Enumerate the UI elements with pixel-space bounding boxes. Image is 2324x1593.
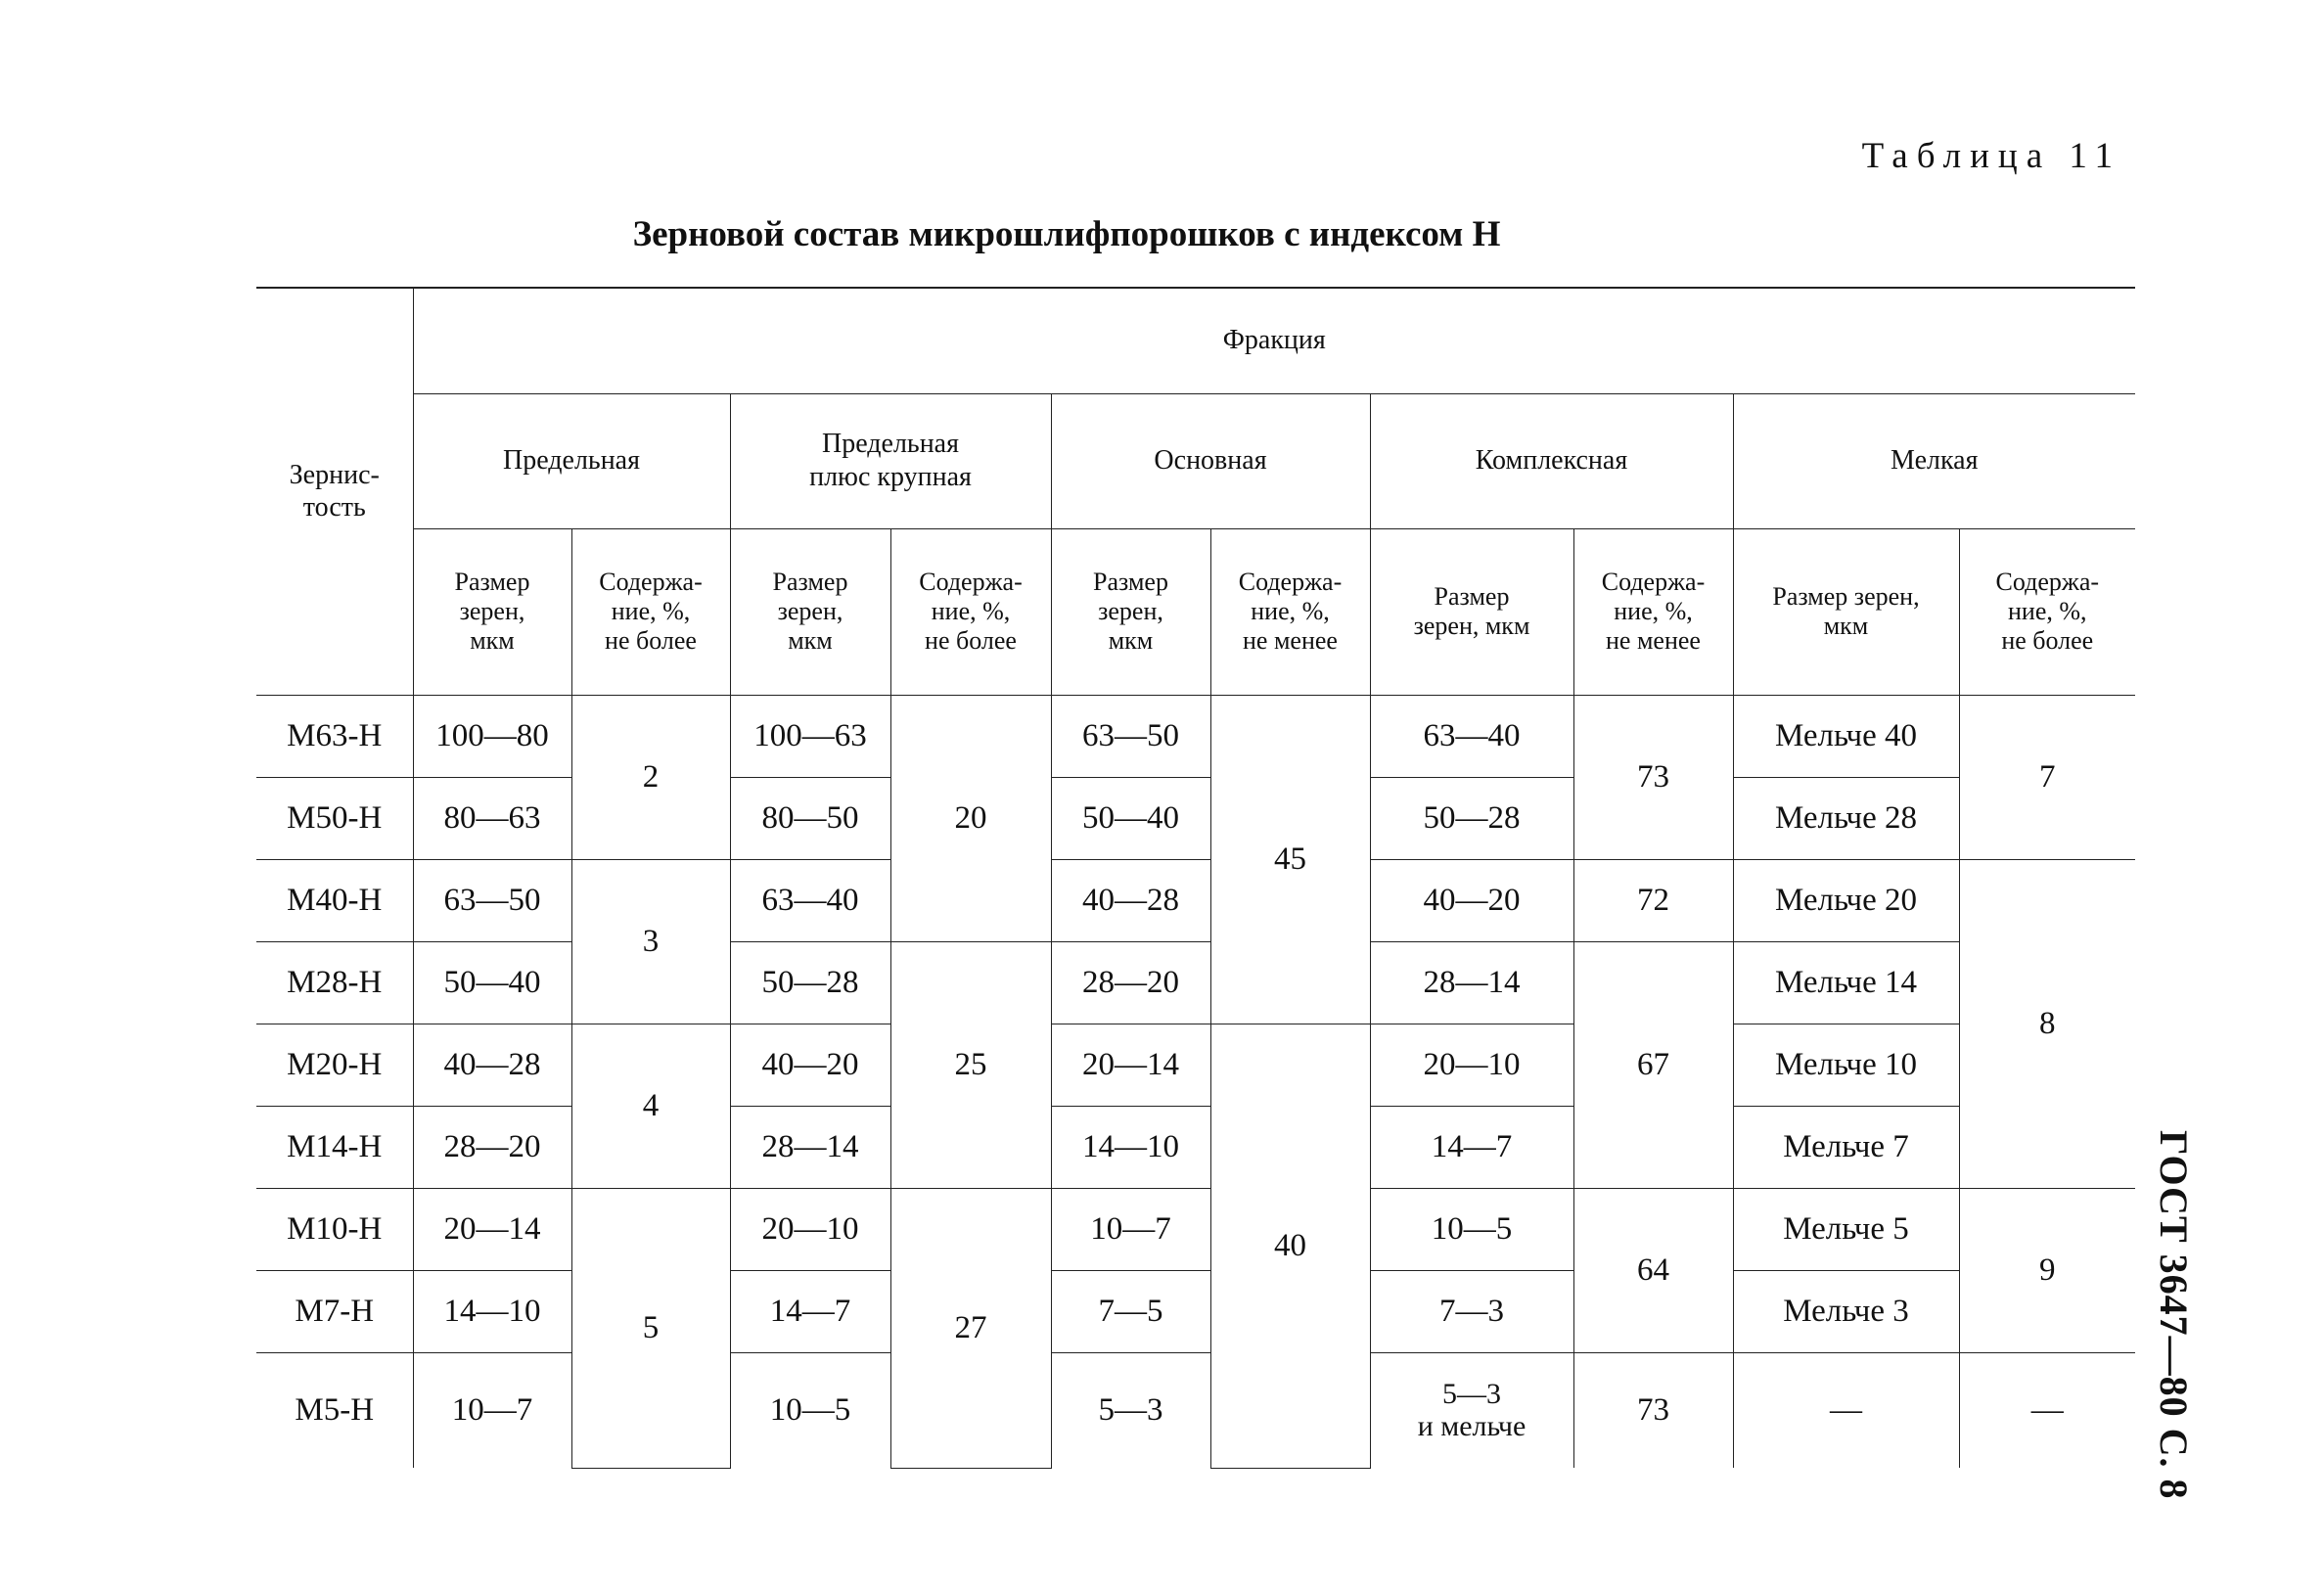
standard-page-code: ГОСТ 3647—80 С. 8	[2152, 1130, 2196, 1500]
complex-size-cell: 5—3 и мельче	[1370, 1352, 1573, 1468]
main-size-cell: 14—10	[1051, 1106, 1210, 1188]
fine-content-cell: 8	[1959, 859, 2135, 1188]
grain-composition-table	[256, 287, 2135, 1469]
header-main-content: Содержа- ние, %, не менее	[1210, 528, 1370, 695]
main-size-cell: 7—5	[1051, 1270, 1210, 1352]
grade-cell: М20-Н	[256, 1024, 413, 1106]
fine-size-cell: Мельче 20	[1733, 859, 1959, 941]
grade-cell: М14-Н	[256, 1106, 413, 1188]
header-fraction: Фракция	[413, 288, 2135, 393]
fine-content-cell: 7	[1959, 695, 2135, 859]
complex-size-cell: 20—10	[1370, 1024, 1573, 1106]
limit-size-cell: 28—20	[413, 1106, 571, 1188]
header-fine-size: Размер зерен, мкм	[1733, 528, 1959, 695]
coarse-size-cell: 63—40	[730, 859, 890, 941]
coarse-size-cell: 80—50	[730, 777, 890, 859]
limit-content-cell: 4	[571, 1024, 730, 1188]
header-complex-size: Размер зерен, мкм	[1370, 528, 1573, 695]
grade-cell: М63-Н	[256, 695, 413, 777]
main-size-cell: 28—20	[1051, 941, 1210, 1024]
grade-cell: М50-Н	[256, 777, 413, 859]
limit-content-cell: 3	[571, 859, 730, 1024]
header-group-limit-plus-coarse: Предельная плюс крупная	[730, 393, 1051, 528]
complex-size-cell: 10—5	[1370, 1188, 1573, 1270]
complex-size-cell: 14—7	[1370, 1106, 1573, 1188]
coarse-content-cell: 27	[890, 1188, 1051, 1468]
limit-size-cell: 80—63	[413, 777, 571, 859]
main-size-cell: 5—3	[1051, 1352, 1210, 1468]
header-complex-content: Содержа- ние, %, не менее	[1573, 528, 1733, 695]
complex-size-cell: 50—28	[1370, 777, 1573, 859]
main-size-cell: 20—14	[1051, 1024, 1210, 1106]
fine-size-cell: Мельче 7	[1733, 1106, 1959, 1188]
header-limit-size: Размер зерен, мкм	[413, 528, 571, 695]
coarse-size-cell: 40—20	[730, 1024, 890, 1106]
fine-content-cell: —	[1959, 1352, 2135, 1468]
fine-size-cell: Мельче 14	[1733, 941, 1959, 1024]
complex-content-cell: 73	[1573, 1352, 1733, 1468]
table-row	[256, 941, 2135, 1024]
fine-content-cell: 9	[1959, 1188, 2135, 1352]
header-group-fine: Мелкая	[1733, 393, 2135, 528]
grade-cell: М10-Н	[256, 1188, 413, 1270]
grade-cell: М40-Н	[256, 859, 413, 941]
fine-size-cell: Мельче 28	[1733, 777, 1959, 859]
header-coarse-content: Содержа- ние, %, не более	[890, 528, 1051, 695]
complex-content-cell: 64	[1573, 1188, 1733, 1352]
limit-size-cell: 20—14	[413, 1188, 571, 1270]
grade-cell: М28-Н	[256, 941, 413, 1024]
header-group-complex: Комплексная	[1370, 393, 1733, 528]
main-size-cell: 63—50	[1051, 695, 1210, 777]
header-main-size: Размер зерен, мкм	[1051, 528, 1210, 695]
limit-size-cell: 50—40	[413, 941, 571, 1024]
limit-size-cell: 63—50	[413, 859, 571, 941]
grade-cell: М7-Н	[256, 1270, 413, 1352]
main-size-cell: 50—40	[1051, 777, 1210, 859]
main-content-cell: 45	[1210, 695, 1370, 1024]
fine-size-cell: —	[1733, 1352, 1959, 1468]
table-row	[256, 1188, 2135, 1270]
table-row	[256, 1024, 2135, 1106]
header-limit-content: Содержа- ние, %, не более	[571, 528, 730, 695]
main-size-cell: 10—7	[1051, 1188, 1210, 1270]
limit-content-cell: 2	[571, 695, 730, 859]
fine-size-cell: Мельче 5	[1733, 1188, 1959, 1270]
complex-size-cell: 40—20	[1370, 859, 1573, 941]
table-row	[256, 859, 2135, 941]
grade-cell: М5-Н	[256, 1352, 413, 1468]
complex-content-cell: 72	[1573, 859, 1733, 941]
coarse-size-cell: 28—14	[730, 1106, 890, 1188]
limit-size-cell: 100—80	[413, 695, 571, 777]
coarse-content-cell: 25	[890, 941, 1051, 1188]
limit-content-cell: 5	[571, 1188, 730, 1468]
table-row	[256, 1106, 2135, 1188]
coarse-size-cell: 50—28	[730, 941, 890, 1024]
coarse-size-cell: 100—63	[730, 695, 890, 777]
complex-size-cell: 28—14	[1370, 941, 1573, 1024]
header-group-main: Основная	[1051, 393, 1370, 528]
complex-size-cell: 63—40	[1370, 695, 1573, 777]
fine-size-cell: Мельче 40	[1733, 695, 1959, 777]
main-size-cell: 40—28	[1051, 859, 1210, 941]
fine-size-cell: Мельче 3	[1733, 1270, 1959, 1352]
header-group-limit: Предельная	[413, 393, 730, 528]
complex-content-cell: 67	[1573, 941, 1733, 1188]
header-fine-content: Содержа- ние, %, не более	[1959, 528, 2135, 695]
complex-content-cell: 73	[1573, 695, 1733, 859]
coarse-size-cell: 14—7	[730, 1270, 890, 1352]
header-coarse-size: Размер зерен, мкм	[730, 528, 890, 695]
table-number-label: Таблица 11	[1861, 136, 2121, 176]
table-row	[256, 777, 2135, 859]
complex-size-cell: 7—3	[1370, 1270, 1573, 1352]
table-row	[256, 1352, 2135, 1468]
table-title: Зерновой состав микрошлифпорошков с индексом Н	[632, 214, 1501, 254]
main-content-cell: 40	[1210, 1024, 1370, 1468]
coarse-content-cell: 20	[890, 695, 1051, 941]
limit-size-cell: 40—28	[413, 1024, 571, 1106]
header-grain: Зернис- тость	[256, 288, 413, 695]
coarse-size-cell: 20—10	[730, 1188, 890, 1270]
fine-size-cell: Мельче 10	[1733, 1024, 1959, 1106]
table-row	[256, 695, 2135, 777]
limit-size-cell: 14—10	[413, 1270, 571, 1352]
limit-size-cell: 10—7	[413, 1352, 571, 1468]
coarse-size-cell: 10—5	[730, 1352, 890, 1468]
table-row	[256, 1270, 2135, 1352]
